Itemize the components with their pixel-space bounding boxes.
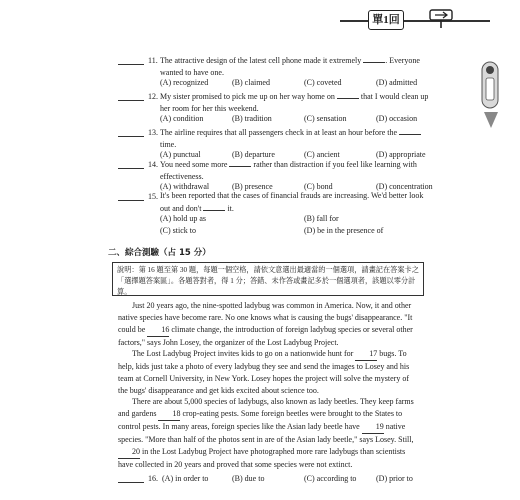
q14-number: 14. bbox=[148, 160, 158, 169]
q13-option-d[interactable]: (D) appropriate bbox=[376, 150, 426, 159]
q16-option-b[interactable]: (B) due to bbox=[232, 474, 265, 483]
q12-option-d[interactable]: (D) occasion bbox=[376, 114, 418, 123]
q13-option-a[interactable]: (A) punctual bbox=[160, 150, 201, 159]
q15-option-b[interactable]: (B) fall for bbox=[304, 214, 339, 223]
q16-option-c[interactable]: (C) according to bbox=[304, 474, 357, 483]
q12-option-c[interactable]: (C) sensation bbox=[304, 114, 347, 123]
section-title: 二、綜合測驗（占 15 分） bbox=[108, 248, 211, 258]
q14-option-d[interactable]: (D) concentration bbox=[376, 182, 433, 191]
q13-number: 13. bbox=[148, 128, 158, 137]
instructions-box: 說明：第 16 題至第 30 題，每題一個空格，請依文意選出最適當的一個選項，請畫記在答案卡之「選擇題答案區」。各題答對者，得 1 分；答錯、未作答或畫記多於一個選項者，該題以零分計算。 bbox=[112, 262, 424, 296]
q12-option-a[interactable]: (A) condition bbox=[160, 114, 204, 123]
passage-paragraph-1: Just 20 years ago, the nine-spotted ladybug was common in America. Now, it and other native species have become rare. No one knows what is causing the bugs' disappearance. "It could be 16 climate change, the introduction of foreign ladybug species or several other factors," says John Losey, the organizer of the Lost Ladybug Project. bbox=[118, 301, 413, 347]
q15-option-a[interactable]: (A) hold up as bbox=[160, 214, 206, 223]
q14-option-c[interactable]: (C) bond bbox=[304, 182, 333, 191]
blank-18[interactable]: 18 bbox=[158, 408, 180, 421]
q15-option-c[interactable]: (C) stick to bbox=[160, 226, 196, 235]
q11-option-b[interactable]: (B) claimed bbox=[232, 78, 270, 87]
q15-stem: It's been reported that the cases of financial frauds are increasing. We'd better look out and don't it. bbox=[160, 191, 424, 213]
blank-20[interactable]: 20 bbox=[118, 446, 140, 459]
q15-number: 15. bbox=[148, 192, 158, 201]
passage-paragraph-2: The Lost Ladybug Project invites kids to go on a nationwide hunt for 17 bugs. To help, kids just take a photo of every ladybug they see and send the images to Losey and his team at Cornell University, in New York. Losey hopes the project will solve the mystery of the bugs' disappearance and get kids excited about science too. bbox=[118, 349, 410, 395]
q12-number: 12. bbox=[148, 92, 158, 101]
q14-answer-blank[interactable] bbox=[118, 160, 144, 171]
q13-option-b[interactable]: (B) departure bbox=[232, 150, 275, 159]
header-rule bbox=[340, 20, 490, 22]
q16-number: 16. bbox=[148, 474, 158, 483]
blank-17[interactable]: 17 bbox=[355, 348, 377, 361]
page-header bbox=[340, 6, 500, 32]
q15-answer-blank[interactable] bbox=[118, 192, 144, 203]
signpost-icon bbox=[426, 8, 456, 28]
q12-stem: My sister promised to pick me up on her way home on that I would clean up her room for her this weekend. bbox=[160, 92, 429, 113]
blank-16[interactable]: 16 bbox=[147, 324, 169, 337]
q13-stem: The airline requires that all passengers check in at least an hour before the time. bbox=[160, 126, 480, 151]
q11-number: 11. bbox=[148, 56, 158, 65]
q13-answer-blank[interactable] bbox=[118, 128, 144, 139]
q14-option-a[interactable]: (A) withdrawal bbox=[160, 182, 210, 191]
mascot-side-tab-icon bbox=[480, 56, 502, 130]
q15-option-d[interactable]: (D) be in the presence of bbox=[304, 226, 384, 235]
q16-option-a[interactable]: (A) in order to bbox=[162, 474, 209, 483]
q11-stem: The attractive design of the latest cell phone made it extremely . Everyone wanted to have one. bbox=[160, 56, 420, 77]
q16-option-d[interactable]: (D) prior to bbox=[376, 474, 413, 483]
q11-option-a[interactable]: (A) recognized bbox=[160, 78, 209, 87]
q13-option-c[interactable]: (C) ancient bbox=[304, 150, 340, 159]
passage-paragraph-3: There are about 5,000 species of ladybugs, also known as lady beetles. They keep farms and gardens 18 crop-eating pests. Some foreign beetles were brought to the States to control pests. In many areas, foreign species like the Asian lady beetle have 19 native species. "More than half of the photos sent in are of the Asian lady beetle," says Losey. Still, 20 in the Lost Ladybug Project have photographed more rare ladybugs than scientists have collected in 20 years and proved that some species were not extinct. bbox=[118, 397, 414, 469]
q12-option-b[interactable]: (B) tradition bbox=[232, 114, 272, 123]
q11-option-c[interactable]: (C) coveted bbox=[304, 78, 342, 87]
q16-answer-blank[interactable] bbox=[118, 474, 144, 485]
q14-option-b[interactable]: (B) presence bbox=[232, 182, 273, 191]
blank-19[interactable]: 19 bbox=[362, 421, 384, 434]
q11-option-d[interactable]: (D) admitted bbox=[376, 78, 418, 87]
q11-answer-blank[interactable] bbox=[118, 56, 144, 67]
unit-badge: 單1回 bbox=[368, 10, 404, 30]
q14-stem: You need some more rather than distraction if you feel like learning with effectiveness. bbox=[160, 160, 417, 181]
q12-answer-blank[interactable] bbox=[118, 92, 144, 103]
